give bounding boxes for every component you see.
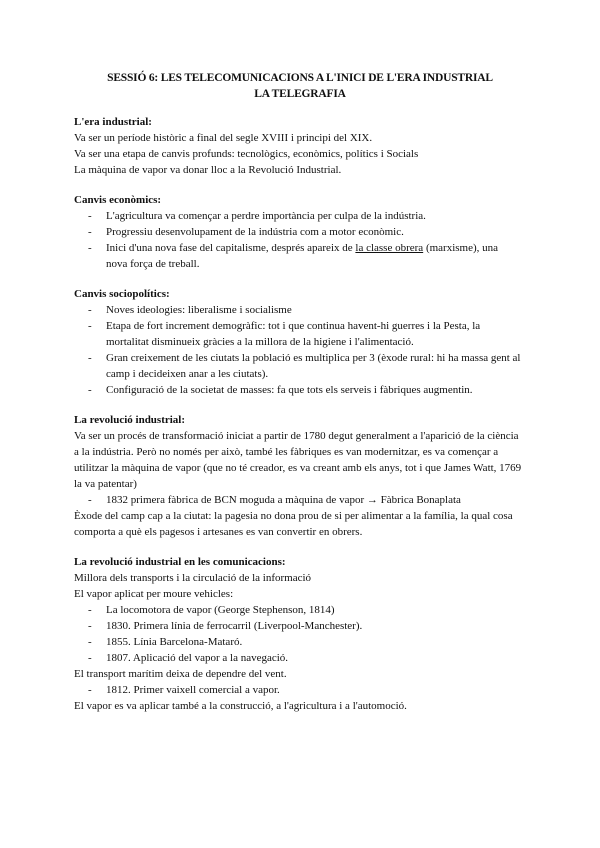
list-item: - L'agricultura va començar a perdre importància per culpa de la indústria. — [74, 208, 540, 224]
classe-obrera-link[interactable]: la classe obrera — [355, 242, 424, 254]
economics-list — [74, 208, 540, 272]
ship-list — [74, 682, 540, 698]
list-item-text: Inici d'una nova fase del capitalisme, després apareix de — [106, 242, 356, 254]
title-line-1: SESSIÓ 6: LES TELECOMUNICACIONS A L'INICI DE L'ERA INDUSTRIAL — [107, 72, 493, 84]
list-item-continuation: mortalitat disminueix gràcies a la millora de la higiene i l'alimentació. — [106, 336, 414, 348]
list-item: - 1855. Línia Barcelona-Mataró. — [74, 634, 540, 650]
list-item: - Configuració de la societat de masses: fa que tots els serveis i fàbriques augmentin. — [74, 382, 540, 398]
paragraph-line: El transport marítim deixa de dependre del vent. — [74, 668, 287, 680]
transport-list — [74, 602, 540, 666]
sociopolitical-list — [74, 302, 540, 398]
list-item: - 1807. Aplicació del vapor a la navegació. — [74, 650, 540, 666]
paragraph-line: la va patentar) — [74, 478, 137, 490]
paragraph-line: Millora dels transports i la circulació de la informació — [74, 572, 312, 584]
paragraph-line: El vapor aplicat per moure vehicles: — [74, 588, 234, 600]
list-item — [74, 240, 540, 256]
list-item-continuation: nova força de treball. — [106, 258, 200, 270]
paragraph-line: La màquina de vapor va donar lloc a la Revolució Industrial. — [74, 164, 342, 176]
paragraph-line: Va ser un procés de transformació iniciat a partir de 1780 degut generalment a l'aparició de la ciència — [74, 430, 519, 442]
list-item: - 1830. Primera línia de ferrocarril (Liverpool-Manchester). — [74, 618, 540, 634]
paragraph-line: utilitzar la màquina de vapor (que no té creador, es va creant amb els anys, tot i que James Watt, 1769 — [74, 462, 522, 474]
list-item: - Gran creixement de les ciutats la població es multiplica per 3 (èxode rural: hi ha massa gent al — [74, 350, 540, 366]
section-heading-communications: La revolució industrial en les comunicacions: — [74, 556, 286, 568]
list-item: - La locomotora de vapor (George Stephenson, 1814) — [74, 602, 540, 618]
paragraph-line: Va ser una etapa de canvis profunds: tecnològics, econòmics, polítics i Socials — [74, 148, 419, 160]
list-item: - Etapa de fort increment demogràfic: tot i que continua havent-hi guerres i la Pesta, la — [74, 318, 540, 334]
paragraph-line: Èxode del camp cap a la ciutat: la pagesia no dona prou de si per alimentar a la família, la qual cosa — [74, 510, 513, 522]
document-body — [74, 114, 540, 714]
section-heading-sociopolitical: Canvis sociopolítics: — [74, 288, 170, 300]
list-item-text: (marxisme), una — [423, 242, 499, 254]
paragraph-line: a la indústria. Però no només per això, també les fàbriques es van modernitzar, es va començar a — [74, 446, 499, 458]
section-heading-economics: Canvis econòmics: — [74, 194, 162, 206]
list-item: - Progressiu desenvolupament de la indústria com a motor econòmic. — [74, 224, 540, 240]
list-item: - 1832 primera fàbrica de BCN moguda a màquina de vapor → Fàbrica Bonaplata — [74, 492, 540, 508]
paragraph-line: El vapor es va aplicar també a la construcció, a l'agricultura i a l'automoció. — [74, 700, 407, 712]
paragraph-line: Va ser un període històric a final del segle XVIII i principi del XIX. — [74, 132, 373, 144]
paragraph-line: comporta a què els pagesos i artesanes es van convertir en obrers. — [74, 526, 363, 538]
document-title — [60, 70, 540, 102]
list-item: - 1812. Primer vaixell comercial a vapor. — [74, 682, 540, 698]
title-line-2: LA TELEGRAFIA — [254, 88, 346, 100]
list-item-continuation: camp i decideixen anar a les ciutats). — [106, 368, 269, 380]
revolution-list — [74, 492, 540, 508]
section-heading-era: L'era industrial: — [74, 116, 152, 128]
section-heading-revolution: La revolució industrial: — [74, 414, 186, 426]
list-item: - Noves ideologies: liberalisme i socialisme — [74, 302, 540, 318]
